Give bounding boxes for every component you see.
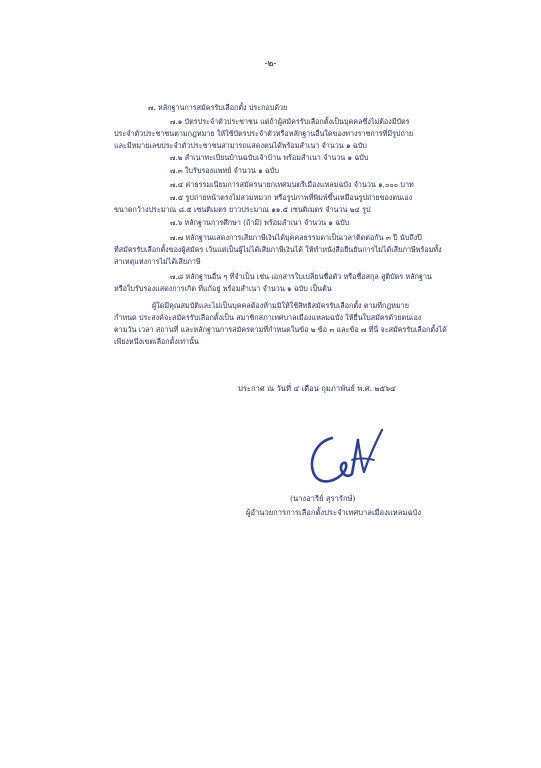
closing-line-4: เพียงหนึ่งเขตเลือกตั้งเท่านั้น — [114, 337, 199, 346]
item-7-1-line-2: ประจำตัวประชาชนตามกฎหมาย ให้ใช้บัตรประจำตัวหรือหลักฐานอื่นใดของทางราชการที่มีรูปถ่าย — [114, 129, 414, 138]
closing-line-2: กำหนด ประสงค์จะสมัครรับเลือกตั้งเป็น สมาชิกสภาเทศบาลเมืองแหลมฉบัง ให้ยื่นใบสมัครด้วยตนเอง — [114, 313, 422, 322]
item-7-7-line-2: ที่สมัครรับเลือกตั้งของผู้สมัคร เว้นแต่เป็นผู้ไม่ได้เสียภาษีเงินได้ ให้ทำหนังสือยืนยันการไม่ได้เสียภาษีพร้อมทั้ง — [114, 245, 442, 254]
item-7-8-line-2: หรือใบรับรองแสดงการเกิด ที่แก้อยู่ พร้อมสำเนา จำนวน ๑ ฉบับ เป็นต้น — [114, 284, 332, 293]
signer-title: ผู้อำนวยการการเลือกตั้งประจำเทศบาลเมืองแหลมฉบัง — [246, 508, 422, 517]
closing-line-3: ตามวัน เวลา สถานที่ และหลักฐานการสมัครตามที่กำหนดในข้อ ๒ ข้อ ๓ และข้อ ๗ ที่นี่ จะสมัครรับเลือกตั้งได้ — [114, 325, 447, 334]
item-7-6: ๗.๖ หลักฐานการศึกษา (ถ้ามี) พร้อมสำเนา จำนวน ๑ ฉบับ — [170, 218, 350, 227]
item-7-8-line-1: ๗.๘ หลักฐานอื่น ๆ ที่จำเป็น เช่น เอกสารใบเปลี่ยนชื่อตัว หรือชื่อสกุล สูติบัตร หลักฐาน — [170, 272, 432, 281]
signer-name: (นางอารีย์ สุรารักษ์) — [290, 494, 356, 503]
item-7-1-line-3: และมีหมายเลขประจำตัวประชาชนสามารถแสดงตนได้พร้อมสำเนา จำนวน ๑ ฉบับ — [114, 141, 367, 150]
closing-line-1: ผู้ใดมีคุณสมบัติและไม่เป็นบุคคลต้องห้ามมิให้ใช้สิทธิสมัครรับเลือกตั้ง ตามที่กฎหมาย — [152, 301, 409, 310]
item-7-7-line-1: ๗.๗ หลักฐานแสดงการเสียภาษีเงินได้บุคคลธรรมดาเป็นเวลาติดต่อกัน ๓ ปี นับถึงปี — [170, 233, 422, 242]
signature-image — [302, 420, 388, 492]
item-7-7-line-3: สาเหตุแห่งการไม่ได้เสียภาษี — [114, 257, 201, 266]
item-7-1-line-1: ๗.๑ บัตรประจำตัวประชาชน แต่ถ้าผู้สมัครรับเลือกตั้งเป็นบุคคลซึ่งไม่ต้องมีบัตร — [170, 117, 410, 126]
page-number: -๒- — [264, 59, 277, 69]
item-7-3: ๗.๓ ใบรับรองแพทย์ จำนวน ๑ ฉบับ — [170, 166, 279, 175]
section-heading: ๗. หลักฐานการสมัครรับเลือกตั้ง ประกอบด้วย — [148, 103, 288, 112]
announcement-date: ประกาศ ณ วันที่ ๔ เดือน กุมภาพันธ์ พ.ศ. ๒๕๖๔ — [238, 384, 396, 393]
item-7-4: ๗.๔ ค่าธรรมเนียมการสมัครนายกเทศมนตรีเมืองแหลมฉบัง จำนวน ๑,๐๐๐ บาท — [170, 180, 414, 189]
item-7-2: ๗.๒ สำเนาทะเบียนบ้านฉบับเจ้าบ้าน พร้อมสำเนา จำนวน ๑ ฉบับ — [170, 153, 369, 162]
item-7-5-line-1: ๗.๕ รูปถ่ายหน้าตรงไม่สวมหมวก หรือรูปภาพที่พิมพ์ขึ้นเหมือนรูปถ่ายของตนเอง — [170, 193, 413, 202]
item-7-5-line-2: ขนาดกว้างประมาณ ๘.๕ เซนติเมตร ยาวประมาณ ๑๑.๕ เซนติเมตร จำนวน ๒๔ รูป — [114, 205, 371, 214]
